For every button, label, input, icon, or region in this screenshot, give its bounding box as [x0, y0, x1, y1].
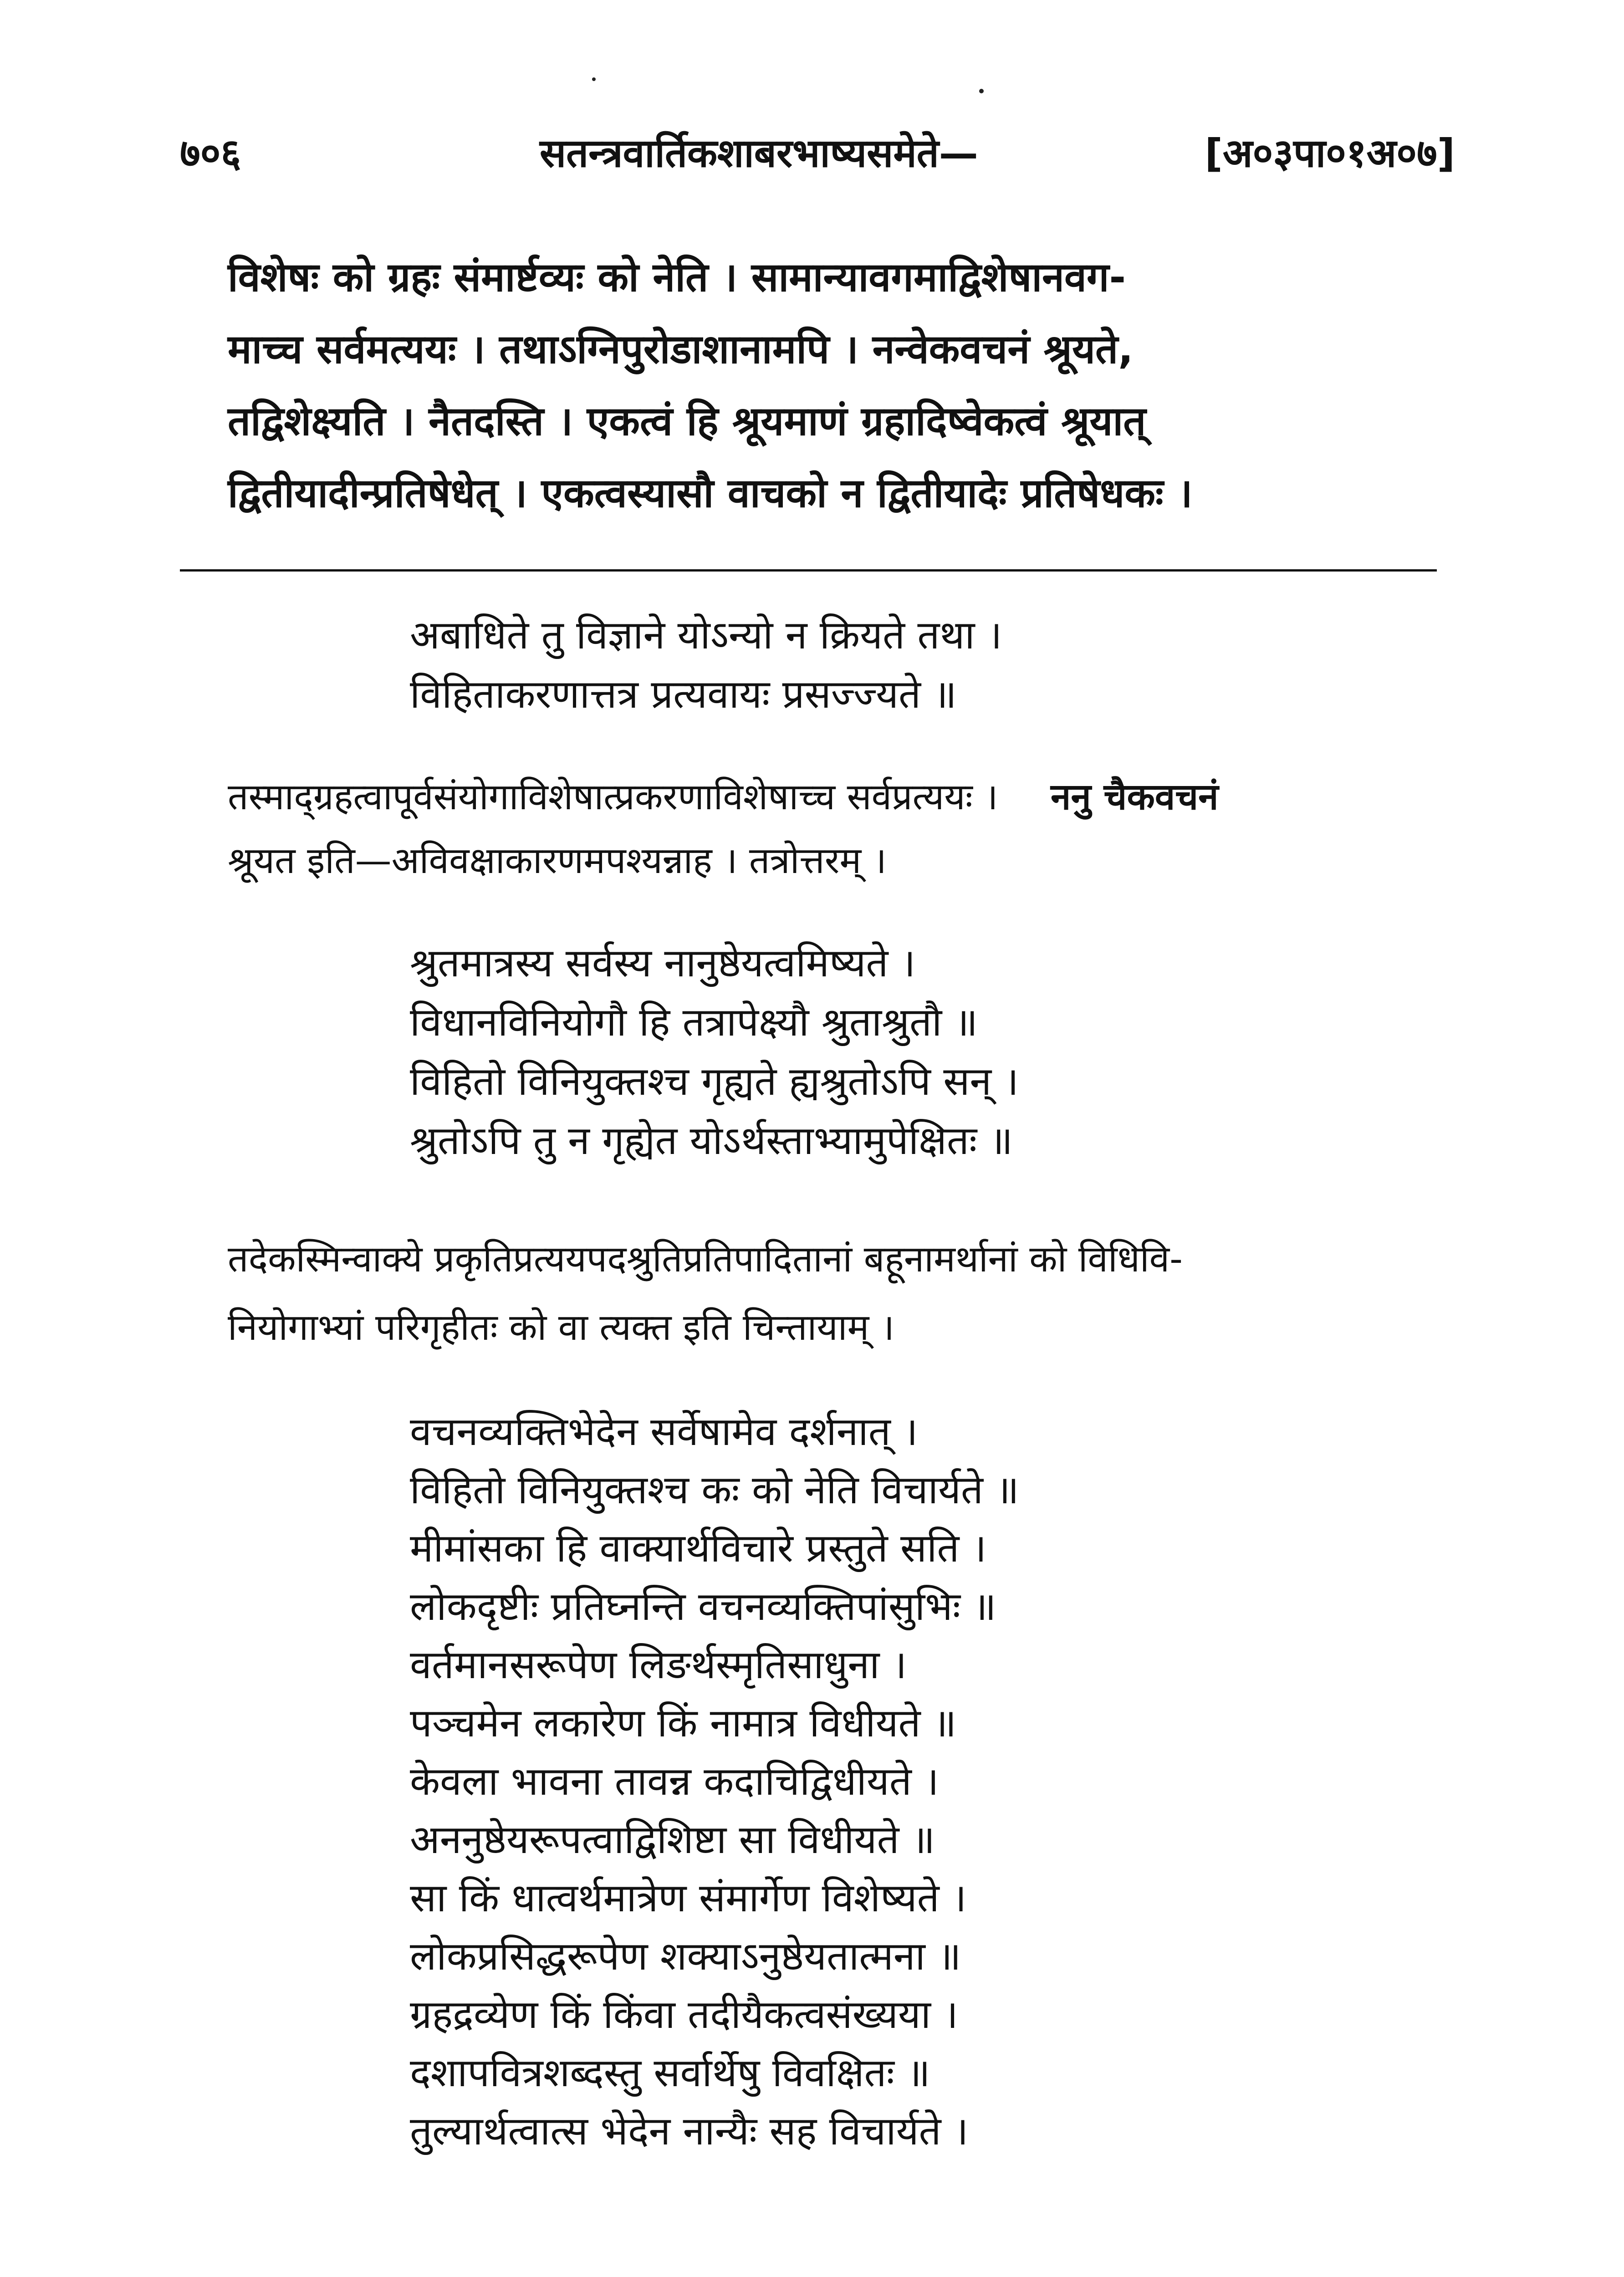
verse-line: मीमांसका हि वाक्यार्थविचारे प्रस्तुते सति ।	[410, 1526, 987, 1571]
paragraph-line: द्वितीयादीन्प्रतिषेधेत् । एकत्वस्यासौ वाचको न द्वितीयादेः प्रतिषेधकः ।	[228, 470, 1193, 516]
verse-block-2	[410, 934, 1457, 1170]
verse-line: वर्तमानसरूपेण लिङर्थस्मृतिसाधुना ।	[410, 1642, 907, 1688]
verse-line: पञ्चमेन लकारेण किं नामात्र विधीयते ॥	[410, 1700, 957, 1746]
verse-line: सा किं धात्वर्थमात्रेण संमार्गेण विशेष्यते ।	[410, 1875, 967, 1921]
section-divider	[180, 569, 1437, 572]
paragraph-line	[228, 765, 1457, 829]
verse-line: लोकप्रसिद्धरूपेण शक्याऽनुष्ठेयतात्मना ॥	[410, 1934, 961, 1979]
verse-block-3	[410, 1403, 1457, 2160]
top-bold-paragraph	[228, 241, 1457, 529]
verse-line: विहितो विनियुक्तश्च कः को नेति विचार्यते ॥	[410, 1467, 1019, 1513]
paragraph-text: तस्माद्ग्रहत्वापूर्वसंयोगाविशेषात्प्रकरणाविशेषाच्च सर्वप्रत्ययः ।	[228, 776, 998, 818]
verse-line: दशापवित्रशब्दस्तु सर्वार्थेषु विवक्षितः ॥	[410, 2050, 930, 2096]
verse-line: श्रुतोऽपि तु न गृह्येत योऽर्थस्ताभ्यामुपेक्षितः ॥	[410, 1118, 1013, 1164]
scan-speck	[592, 77, 596, 81]
running-title: सतन्त्रवार्तिकशाबरभाष्यसमेते—	[540, 131, 978, 176]
verse-line: अबाधिते तु विज्ञाने योऽन्यो न क्रियते तथा ।	[410, 613, 1002, 658]
page-header	[180, 112, 1455, 180]
paragraph-bold-text: ननु चैकवचनं	[1051, 776, 1219, 818]
page-number: ७०६	[180, 131, 241, 176]
prose-paragraph-1	[228, 765, 1457, 893]
verse-line: अननुष्ठेयरूपत्वाद्विशिष्टा सा विधीयते ॥	[410, 1817, 935, 1863]
paragraph-line: माच्च सर्वमत्ययः । तथाऽग्निपुरोडाशानामपि । नन्वेकवचनं श्रूयते,	[228, 326, 1134, 373]
prose-paragraph-2	[228, 1225, 1457, 1362]
verse-line: केवला भावना तावन्न कदाचिद्विधीयते ।	[410, 1759, 939, 1804]
paragraph-line: तद्विशेक्ष्यति । नैतदस्ति । एकत्वं हि श्रूयमाणं ग्रहादिष्वेकत्वं श्रूयात्	[228, 398, 1146, 444]
verse-line: श्रुतमात्रस्य सर्वस्य नानुष्ठेयत्वमिष्यते ।	[410, 940, 916, 986]
verse-line: ग्रहद्रव्येण किं किंवा तदीयैकत्वसंख्यया ।	[410, 1992, 958, 2037]
paragraph-line: तदेकस्मिन्वाक्ये प्रकृतिप्रत्ययपदश्रुतिप्रतिपादितानां बहूनामर्थानां को विधिवि-	[228, 1238, 1183, 1280]
paragraph-line: नियोगाभ्यां परिगृहीतः को वा त्यक्त इति चिन्तायाम् ।	[228, 1306, 895, 1348]
verse-line: विधानविनियोगौ हि तत्रापेक्ष्यौ श्रुताश्रुतौ ॥	[410, 1000, 978, 1045]
verse-block-1	[410, 606, 1457, 724]
paragraph-line: विशेषः को ग्रहः संमार्ष्टव्यः को नेति । सामान्यावगमाद्विशेषानवग-	[228, 254, 1126, 301]
verse-line: तुल्यार्थत्वात्स भेदेन नान्यैः सह विचार्यते ।	[410, 2109, 969, 2154]
verse-line: विहितो विनियुक्तश्च गृह्यते ह्यश्रुतोऽपि सन् ।	[410, 1059, 1019, 1104]
section-reference: [अ०३पा०१अ०७]	[1205, 131, 1455, 176]
paragraph-line: श्रूयत इति—अविवक्षाकारणमपश्यन्नाह । तत्रोत्तरम् ।	[228, 839, 887, 882]
verse-line: लोकदृष्टीः प्रतिघ्नन्ति वचनव्यक्तिपांसुभिः ॥	[410, 1584, 996, 1629]
verse-line: विहिताकरणात्तत्र प्रत्यवायः प्रसज्ज्यते ॥	[410, 672, 957, 717]
verse-line: वचनव्यक्तिभेदेन सर्वेषामेव दर्शनात् ।	[410, 1409, 918, 1455]
scan-speck	[979, 89, 984, 93]
